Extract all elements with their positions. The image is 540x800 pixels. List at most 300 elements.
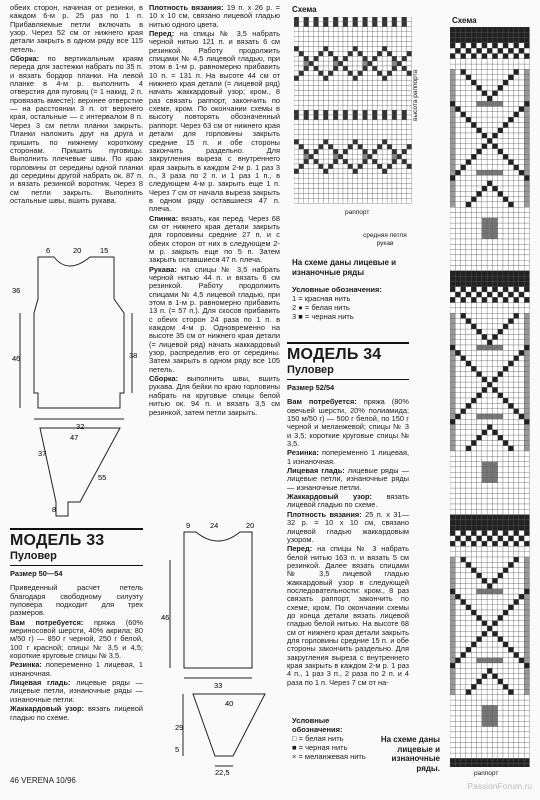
pattern-diagram-1: [10, 243, 143, 433]
schema-cell: [514, 690, 519, 695]
schema-cell: [343, 105, 348, 110]
schema-cell: [377, 164, 382, 169]
schema-cell: [524, 652, 529, 657]
schema-cell: [455, 594, 460, 599]
schema-cell: [477, 149, 482, 154]
schema-cell: [519, 27, 524, 32]
schema-cell: [477, 160, 482, 165]
schema-cell: [450, 202, 455, 207]
schema-cell: [466, 451, 471, 456]
schema-cell: [519, 414, 524, 419]
front-label: Перед:: [149, 29, 175, 39]
schema-cell: [498, 732, 503, 737]
schema-cell: [503, 504, 508, 509]
schema-cell: [455, 626, 460, 631]
schema-chart: [294, 17, 414, 217]
schema-cell: [338, 184, 343, 189]
schema-cell: [461, 478, 466, 483]
schema-cell: [348, 17, 353, 22]
schema-cell: [482, 504, 487, 509]
legend-item: [292, 734, 367, 743]
schema-cell: [514, 546, 519, 551]
schema-cell: [477, 499, 482, 504]
schema-cell: [461, 297, 466, 302]
schema-cell: [519, 684, 524, 689]
schema-cell: [299, 154, 304, 159]
schema-cell: [382, 154, 387, 159]
schema-cell: [466, 737, 471, 742]
schema-cell: [471, 589, 476, 594]
schema-cell: [477, 626, 482, 631]
schema-cell: [372, 189, 377, 194]
schema-cell: [492, 149, 497, 154]
schema-cell: [314, 86, 319, 91]
schema-cell: [503, 573, 508, 578]
schema-cell: [471, 160, 476, 165]
schema-cell: [455, 313, 460, 318]
schema-cell: [461, 414, 466, 419]
schema-cell: [387, 100, 392, 105]
schema-cell: [471, 531, 476, 536]
need-label: Вам потребуется:: [10, 617, 84, 627]
schema-cell: [455, 425, 460, 430]
schema-cell: [309, 135, 314, 140]
schema-cell: [487, 340, 492, 345]
schema-cell: [461, 642, 466, 647]
schema-cell: [492, 175, 497, 180]
schema-cell: [471, 483, 476, 488]
schema-cell: [328, 179, 333, 184]
schema-cell: [387, 130, 392, 135]
schema-cell: [492, 546, 497, 551]
schema-cell: [514, 440, 519, 445]
schema-cell: [461, 727, 466, 732]
stst-text: лицевые ряды — лицевые петли, изнаночные ряды — изнаночные петли.: [10, 678, 143, 704]
schema-cell: [508, 356, 513, 361]
schema-cell: [524, 573, 529, 578]
schema-cell: [294, 76, 299, 81]
schema-cell: [482, 250, 487, 255]
schema-cell: [358, 95, 363, 100]
schema-cell: [492, 403, 497, 408]
schema-cell: [477, 647, 482, 652]
jac-text: вязать лицевой гладью по схеме.: [287, 492, 409, 510]
schema-cell: [471, 467, 476, 472]
schema-cell: [482, 107, 487, 112]
schema-cell: [461, 69, 466, 74]
schema-cell: [487, 313, 492, 318]
schema-cell: [299, 86, 304, 91]
schema-cell: [471, 758, 476, 763]
schema-cell: [450, 520, 455, 525]
schema-cell: [466, 54, 471, 59]
schema-cell: [508, 101, 513, 106]
schema-cell: [402, 42, 407, 47]
schema-cell: [498, 716, 503, 721]
schema-cell: [508, 382, 513, 387]
schema-cell: [309, 42, 314, 47]
schema-cell: [466, 149, 471, 154]
schema-cell: [514, 96, 519, 101]
schema-cell: [498, 38, 503, 43]
schema-cell: [323, 71, 328, 76]
schema-cell: [487, 520, 492, 525]
schema-cell: [343, 91, 348, 96]
schema-cell: [397, 154, 402, 159]
schema-cell: [461, 319, 466, 324]
schema-cell: [514, 626, 519, 631]
schema-cell: [333, 130, 338, 135]
schema-cell: [466, 435, 471, 440]
schema-cell: [498, 48, 503, 53]
schema-cell: [498, 260, 503, 265]
schema-cell: [328, 27, 333, 32]
schema-cell: [503, 605, 508, 610]
schema-cell: [343, 140, 348, 145]
schema-cell: [314, 164, 319, 169]
schema-cell: [519, 239, 524, 244]
schema-cell: [477, 308, 482, 313]
schema-cell: [466, 107, 471, 112]
schema-cell: [450, 255, 455, 260]
schema-cell: [461, 48, 466, 53]
schema-cell: [392, 76, 397, 81]
schema-cell: [487, 255, 492, 260]
schema-cell: [519, 599, 524, 604]
schema-cell: [314, 61, 319, 66]
schema-cell: [508, 727, 513, 732]
schema-cell: [487, 478, 492, 483]
schema-cell: [461, 266, 466, 271]
schema-cell: [477, 743, 482, 748]
schema-cell: [338, 51, 343, 56]
schema-cell: [358, 22, 363, 27]
schema-cell: [319, 37, 324, 42]
schema-cell: [455, 562, 460, 567]
schema-cell: [524, 483, 529, 488]
schema-cell: [455, 753, 460, 758]
schema-cell: [477, 674, 482, 679]
schema-cell: [319, 100, 324, 105]
schema-cell: [455, 456, 460, 461]
schema-cell: [455, 599, 460, 604]
schema-cell: [377, 144, 382, 149]
schema-cell: [508, 107, 513, 112]
schema-cell: [466, 393, 471, 398]
schema-cell: [524, 361, 529, 366]
schema-cell: [455, 287, 460, 292]
schema-cell: [482, 589, 487, 594]
schema-cell: [382, 51, 387, 56]
schema-cell: [392, 66, 397, 71]
schema-cell: [487, 414, 492, 419]
schema-cell: [377, 184, 382, 189]
schema-cell: [524, 340, 529, 345]
schema-cell: [455, 398, 460, 403]
schema-cell: [461, 350, 466, 355]
schema-cell: [455, 43, 460, 48]
schema-cell: [466, 663, 471, 668]
schema-cell: [471, 324, 476, 329]
schema-cell: [294, 100, 299, 105]
schema-cell: [471, 266, 476, 271]
schema-cell: [333, 193, 338, 198]
schema-cell: [397, 164, 402, 169]
schema-cell: [471, 48, 476, 53]
schema-cell: [338, 159, 343, 164]
schema-cell: [450, 435, 455, 440]
schema-cell: [299, 189, 304, 194]
schema-cell: [461, 393, 466, 398]
schema-cell: [309, 144, 314, 149]
schema-cell: [503, 144, 508, 149]
schema-cell: [382, 125, 387, 130]
schema-cell: [343, 17, 348, 22]
schema-cell: [519, 292, 524, 297]
schema-cell: [492, 255, 497, 260]
schema-cell: [455, 589, 460, 594]
schema-cell: [492, 472, 497, 477]
legend-item: [292, 303, 412, 312]
schema-cell: [471, 80, 476, 85]
schema-cell: [524, 621, 529, 626]
schema-cell: [487, 737, 492, 742]
schema-cell: [377, 135, 382, 140]
schema-cell: [387, 169, 392, 174]
schema-cell: [503, 615, 508, 620]
schema-cell: [498, 112, 503, 117]
schema-cell: [482, 493, 487, 498]
schema-cell: [407, 193, 412, 198]
schema-cell: [471, 202, 476, 207]
schema-cell: [524, 414, 529, 419]
schema-cell: [466, 32, 471, 37]
schema-cell: [461, 175, 466, 180]
schema-cell: [524, 234, 529, 239]
schema-cell: [471, 451, 476, 456]
schema-cell: [466, 59, 471, 64]
schema-cell: [482, 54, 487, 59]
schema-cell: [508, 716, 513, 721]
schema-cell: [323, 105, 328, 110]
model34-title: МОДЕЛЬ 34: [287, 346, 382, 363]
rib-label: Резинка:: [287, 448, 319, 458]
schema-cell: [450, 525, 455, 530]
schema-cell: [392, 130, 397, 135]
schema-cell: [455, 64, 460, 69]
schema-cell: [498, 589, 503, 594]
schema-cell: [487, 610, 492, 615]
schema-cell: [407, 71, 412, 76]
schema-cell: [487, 589, 492, 594]
schema-cell: [450, 244, 455, 249]
schema-cell: [471, 732, 476, 737]
schema-cell: [471, 568, 476, 573]
schema-cell: [314, 17, 319, 22]
schema-cell: [482, 80, 487, 85]
schema-cell: [477, 244, 482, 249]
schema-cell: [482, 38, 487, 43]
schema-cell: [309, 81, 314, 86]
schema-cell: [471, 91, 476, 96]
schema-cell: [503, 308, 508, 313]
schema-cell: [455, 260, 460, 265]
schema-cell: [455, 621, 460, 626]
schema-cell: [461, 472, 466, 477]
schema-cell: [450, 743, 455, 748]
schema-cell: [328, 76, 333, 81]
schema-cell: [343, 120, 348, 125]
schema-cell: [450, 112, 455, 117]
schema-cell: [519, 668, 524, 673]
schema-cell: [466, 239, 471, 244]
schema-cell: [492, 144, 497, 149]
legend2-list: [292, 734, 367, 761]
schema-cell: [368, 135, 373, 140]
schema-cell: [503, 637, 508, 642]
schema-cell: [514, 223, 519, 228]
schema-cell: [455, 557, 460, 562]
back-paragraph: [149, 215, 280, 265]
schema-cell: [372, 174, 377, 179]
schema-cell: [503, 631, 508, 636]
schema-cell: [514, 387, 519, 392]
schema-cell: [519, 244, 524, 249]
schema-cell: [498, 446, 503, 451]
schema-cell: [514, 679, 519, 684]
schema-cell: [508, 721, 513, 726]
schema-cell: [343, 179, 348, 184]
schema-cell: [353, 159, 358, 164]
schema-cell: [304, 164, 309, 169]
schema-cell: [519, 165, 524, 170]
schema-cell: [333, 184, 338, 189]
schema-cell: [455, 96, 460, 101]
schema-cell: [309, 130, 314, 135]
schema-cell: [524, 594, 529, 599]
schema-cell: [492, 85, 497, 90]
schema-cell: [503, 478, 508, 483]
dim-top-b: 24: [210, 521, 219, 530]
schema-cell: [461, 197, 466, 202]
schema-cell: [503, 621, 508, 626]
schema-cell: [466, 647, 471, 652]
schema-cell: [455, 467, 460, 472]
schema-cell: [466, 244, 471, 249]
schema-cell: [299, 22, 304, 27]
schema-cell: [314, 110, 319, 115]
schema-cell: [508, 637, 513, 642]
schema-cell: [503, 223, 508, 228]
schema-cell: [498, 658, 503, 663]
schema-cell: [482, 451, 487, 456]
schema-cell: [492, 319, 497, 324]
schema-cell: [368, 51, 373, 56]
schema-cell: [294, 105, 299, 110]
schema-cell: [524, 112, 529, 117]
schema-cell: [514, 292, 519, 297]
schema-cell: [450, 345, 455, 350]
model34-size: Размер 52/54: [287, 383, 335, 392]
schema-cell: [455, 440, 460, 445]
schema-cell: [519, 372, 524, 377]
schema-cell: [466, 271, 471, 276]
schema-cell: [382, 37, 387, 42]
column-1: [10, 4, 143, 206]
schema-cell: [519, 170, 524, 175]
schema-cell: [492, 228, 497, 233]
schema-cell: [519, 721, 524, 726]
schema-cell: [466, 197, 471, 202]
schema-cell: [323, 198, 328, 203]
schema-cell: [450, 75, 455, 80]
schema-cell: [519, 324, 524, 329]
schema-cell: [343, 37, 348, 42]
schema-cell: [471, 387, 476, 392]
schema-cell: [387, 22, 392, 27]
schema-cell: [477, 281, 482, 286]
schema-cell: [450, 716, 455, 721]
schema-cell: [466, 515, 471, 520]
schema-cell: [304, 120, 309, 125]
schema-cell: [471, 403, 476, 408]
schema-cell: [524, 499, 529, 504]
schema-cell: [299, 184, 304, 189]
schema-cell: [487, 101, 492, 106]
schema-cell: [498, 138, 503, 143]
schema-cell: [294, 51, 299, 56]
schema-cell: [503, 112, 508, 117]
schema-cell: [514, 38, 519, 43]
schema-cell: [524, 737, 529, 742]
schema-cell: [477, 695, 482, 700]
schema-cell: [477, 91, 482, 96]
schema-cell: [503, 700, 508, 705]
legend-list: [292, 294, 412, 321]
schema-cell: [487, 552, 492, 557]
schema-cell: [477, 372, 482, 377]
schema-cell: [498, 727, 503, 732]
schema-cell: [450, 700, 455, 705]
schema-cell: [519, 393, 524, 398]
schema-cell: [304, 42, 309, 47]
schema-cell: [328, 61, 333, 66]
schema-cell: [407, 22, 412, 27]
schema-cell: [471, 244, 476, 249]
schema-cell: [524, 38, 529, 43]
schema-cell: [487, 75, 492, 80]
schema-cell: [487, 578, 492, 583]
schema-cell: [514, 652, 519, 657]
schema-cell: [482, 138, 487, 143]
schema-cell: [328, 140, 333, 145]
schema-cell: [323, 32, 328, 37]
schema-cell: [503, 488, 508, 493]
schema-cell: [514, 573, 519, 578]
schema-cell: [487, 700, 492, 705]
dim-left2: 5: [175, 745, 180, 754]
schema-cell: [466, 557, 471, 562]
schema-cell: [397, 130, 402, 135]
schema-cell: [471, 515, 476, 520]
schema-cell: [477, 758, 482, 763]
schema-cell: [503, 175, 508, 180]
schema-cell: [477, 266, 482, 271]
schema-cell: [461, 626, 466, 631]
schema-cell: [503, 430, 508, 435]
schema-cell: [477, 764, 482, 767]
dim-left: 36: [12, 286, 21, 295]
